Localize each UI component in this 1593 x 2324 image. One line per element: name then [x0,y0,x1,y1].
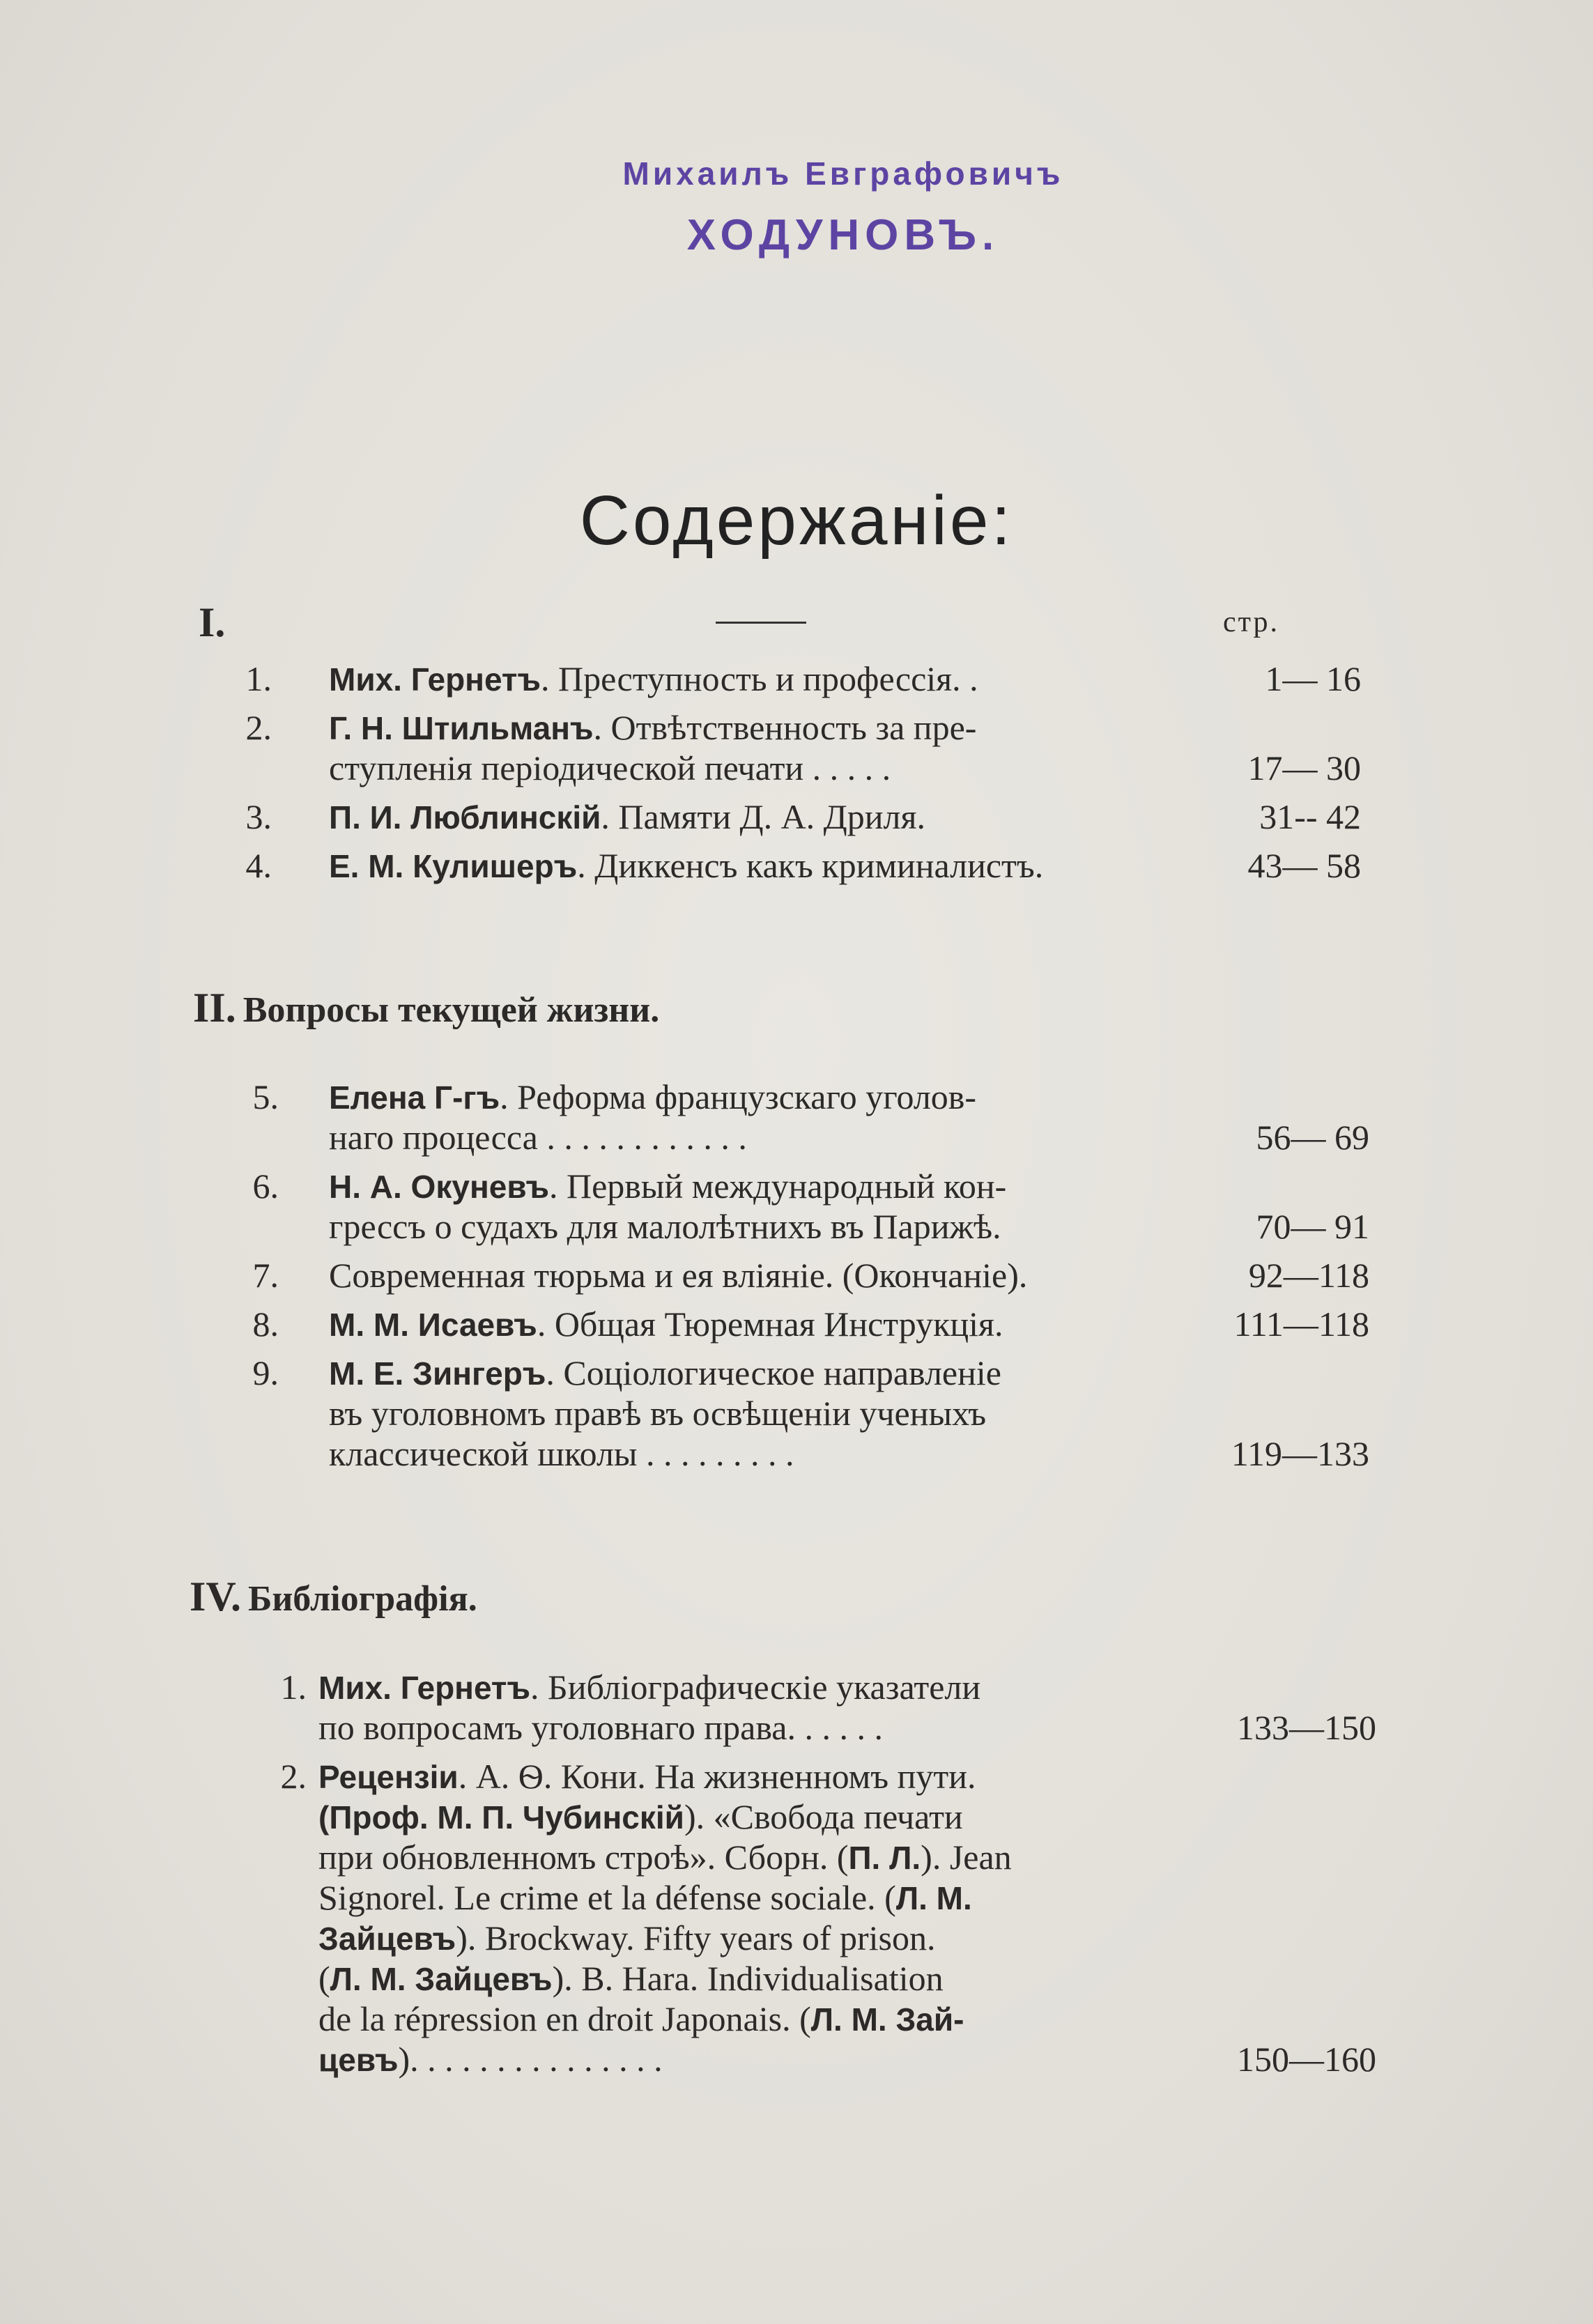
entry-text-segment: . Общая Тюремная Инструкція. [537,1305,1003,1344]
entry-line [0,659,1593,699]
entry-text-segment: Л. М. Зайцевъ [330,1961,553,1997]
entry-pages: 56— 69 [1256,1118,1369,1157]
entry-pages: 70— 91 [1256,1207,1369,1246]
entry-text [318,1877,1164,1918]
toc-entry [0,1304,1593,1344]
entry-text-segment: при обновленномъ строѣ». Сборн. ( [318,1838,849,1877]
entry-text-segment: ). Brockway. Fifty years of prison. [456,1918,936,1957]
section-number: II. [193,985,236,1031]
entry-line [0,707,1593,748]
entry-text-segment: . Диккенсъ какъ криминалистъ. [577,846,1044,885]
entry-text [318,1667,1164,1708]
toc-entry [0,1166,1593,1247]
entry-line [0,1393,1593,1433]
entry-text [329,1077,1164,1118]
entry-text [318,1707,1164,1748]
entry-line [0,1667,1593,1707]
entry-text-segment: Зайцевъ [318,1921,456,1957]
section-entries [0,1077,1593,1482]
entry-text [329,1117,1164,1157]
entry-text [329,1353,1164,1394]
toc-entry [0,1077,1593,1157]
entry-text-segment: . Отвѣтственность за пре- [593,708,977,747]
entry-text-segment: Н. А. Окуневъ [329,1169,549,1205]
section-title: Библіографія. [247,1579,477,1619]
entry-text-segment: грессъ о судахъ для малолѣтнихъ въ Парижѣ. [329,1207,1001,1246]
entry-text-segment: классической школы . . . . . . . . . [329,1434,794,1473]
section-title: Вопросы текущей жизни. [243,990,660,1030]
entry-text-segment: Современная тюрьма и ея вліяніе. (Окончаніе). [329,1256,1028,1295]
entry-text-segment: ). B. Hara. Individualisation [552,1959,944,1998]
entry-number: 2. [280,1757,307,1796]
entry-text [318,1958,1164,1999]
entry-line [0,1999,1593,2039]
toc-entry [0,845,1593,886]
entry-text [329,707,1164,748]
entry-text-segment: de la répression en droit Japonais. ( [318,1999,811,2038]
entry-text-segment: . Библіографическіе указатели [530,1668,981,1707]
entry-line [0,797,1593,837]
entry-text-segment: . Реформа французскаго уголов- [500,1077,977,1116]
entry-text-segment: М. М. Исаевъ [329,1307,537,1343]
section-heading [199,599,1280,645]
entry-text-segment: . Соціологическое направленіе [546,1353,1001,1392]
section-entries [0,659,1593,894]
entry-text [329,1393,1164,1433]
toc-entry [0,1353,1593,1474]
entry-text-segment: (Проф. М. П. Чубинскій [318,1799,684,1836]
entry-text [318,1918,1164,1959]
entry-pages: 1— 16 [1265,659,1361,698]
entry-line [0,1353,1593,1393]
entry-text-segment: Signorel. Le crime et la défense sociale. ( [318,1878,896,1917]
entry-pages: 119—133 [1231,1434,1369,1473]
entry-text-segment: по вопросамъ уголовнаго права. . . . . . [318,1708,883,1747]
entry-number: 1. [245,659,272,698]
entry-text [318,1796,1164,1838]
entry-pages: 133—150 [1237,1708,1376,1747]
entry-text-segment: ступленія періодической печати . . . . . [329,748,891,787]
entry-pages: 150—160 [1237,2040,1376,2079]
entry-text-segment: . А. Ѳ. Кони. На жизненномъ пути. [458,1757,976,1796]
entry-text-segment: Рецензіи [318,1759,459,1795]
entry-text-segment: . Первый международный кон- [548,1167,1007,1206]
entry-text [318,1999,1164,2040]
owner-stamp-surname: ХОДУНОВЪ. [686,211,1000,259]
entry-text-segment: ). . . . . . . . . . . . . . . [398,2040,663,2079]
entry-line [0,1304,1593,1344]
entry-text [318,1837,1164,1878]
entry-text-segment: Л. М. [895,1880,972,1916]
toc-entry [0,707,1593,788]
entry-text-segment: Мих. Гернетъ [329,661,541,698]
entry-text-segment: Л. М. Зай- [810,2001,964,2038]
entry-number: 5. [252,1077,279,1116]
entry-number: 3. [245,797,272,836]
toc-entry [0,659,1593,699]
section-divider [716,622,806,624]
entry-line [0,1796,1593,1837]
entry-line [0,1756,1593,1796]
section-entries [0,1667,1593,2088]
toc-entry [0,1756,1593,2079]
entry-pages: 43— 58 [1247,846,1361,885]
entry-number: 4. [245,846,272,885]
entry-line [0,845,1593,886]
entry-line [0,1166,1593,1206]
entry-line [0,1958,1593,1999]
entry-text [318,1756,1164,1797]
section-heading [193,986,659,1029]
entry-pages: 31-- 42 [1259,797,1361,836]
entry-pages: 92—118 [1248,1256,1369,1295]
entry-number: 9. [252,1353,279,1392]
entry-pages: 17— 30 [1247,748,1361,787]
toc-entry [0,1667,1593,1748]
entry-text [329,1304,1164,1345]
entry-text-segment: цевъ [318,2042,399,2078]
owner-stamp-name: Михаилъ Евграфовичъ [622,155,1064,192]
entry-line [0,1837,1593,1877]
entry-text-segment: наго процесса . . . . . . . . . . . . [329,1118,747,1157]
entry-text-segment: ). «Свобода печати [684,1797,963,1836]
entry-line [0,748,1593,788]
entry-line [0,1255,1593,1295]
entry-text [329,1255,1164,1295]
entry-number: 8. [252,1305,279,1344]
entry-text [329,1433,1164,1474]
toc-entry [0,1255,1593,1295]
entry-text [329,659,1164,700]
entry-line [0,1877,1593,1918]
section-number: I. [199,599,226,645]
entry-text-segment: Мих. Гернетъ [318,1670,530,1706]
entry-text [329,1206,1164,1247]
section-heading [190,1575,477,1618]
entry-text [329,845,1164,886]
toc-entry [0,797,1593,837]
entry-text-segment: . Памяти Д. А. Дриля. [601,797,925,836]
entry-pages: 111—118 [1233,1305,1369,1344]
entry-number: 2. [245,708,272,747]
entry-line [0,1918,1593,1958]
section-number: IV. [190,1573,241,1619]
entry-text-segment: ( [318,1959,330,1998]
entry-text-segment: П. Л. [848,1840,921,1876]
entry-line [0,2039,1593,2079]
entry-text [329,748,1164,788]
entry-text [329,797,1164,838]
entry-line [0,1117,1593,1157]
entry-line [0,1707,1593,1748]
page-title: Содержаніе: [579,482,1014,560]
entry-text-segment: П. И. Люблинскій [329,799,601,836]
entry-text-segment: . Преступность и профессія. . [541,659,978,698]
entry-text-segment: ). Jean [921,1838,1012,1877]
entry-text-segment: Е. М. Кулишеръ [329,848,578,884]
entry-number: 7. [252,1256,279,1295]
entry-text [318,2039,1164,2080]
page-column-label: стр. [1223,606,1280,638]
entry-text-segment: въ уголовномъ правѣ въ освѣщеніи ученыхъ [329,1394,987,1433]
entry-text-segment: М. Е. Зингеръ [329,1355,546,1392]
entry-text [329,1166,1164,1207]
entry-line [0,1206,1593,1247]
entry-text-segment: Елена Г-гъ [329,1079,500,1116]
entry-line [0,1077,1593,1117]
entry-number: 1. [280,1668,307,1707]
entry-line [0,1433,1593,1474]
entry-number: 6. [252,1167,279,1206]
entry-text-segment: Г. Н. Штильманъ [329,710,594,746]
